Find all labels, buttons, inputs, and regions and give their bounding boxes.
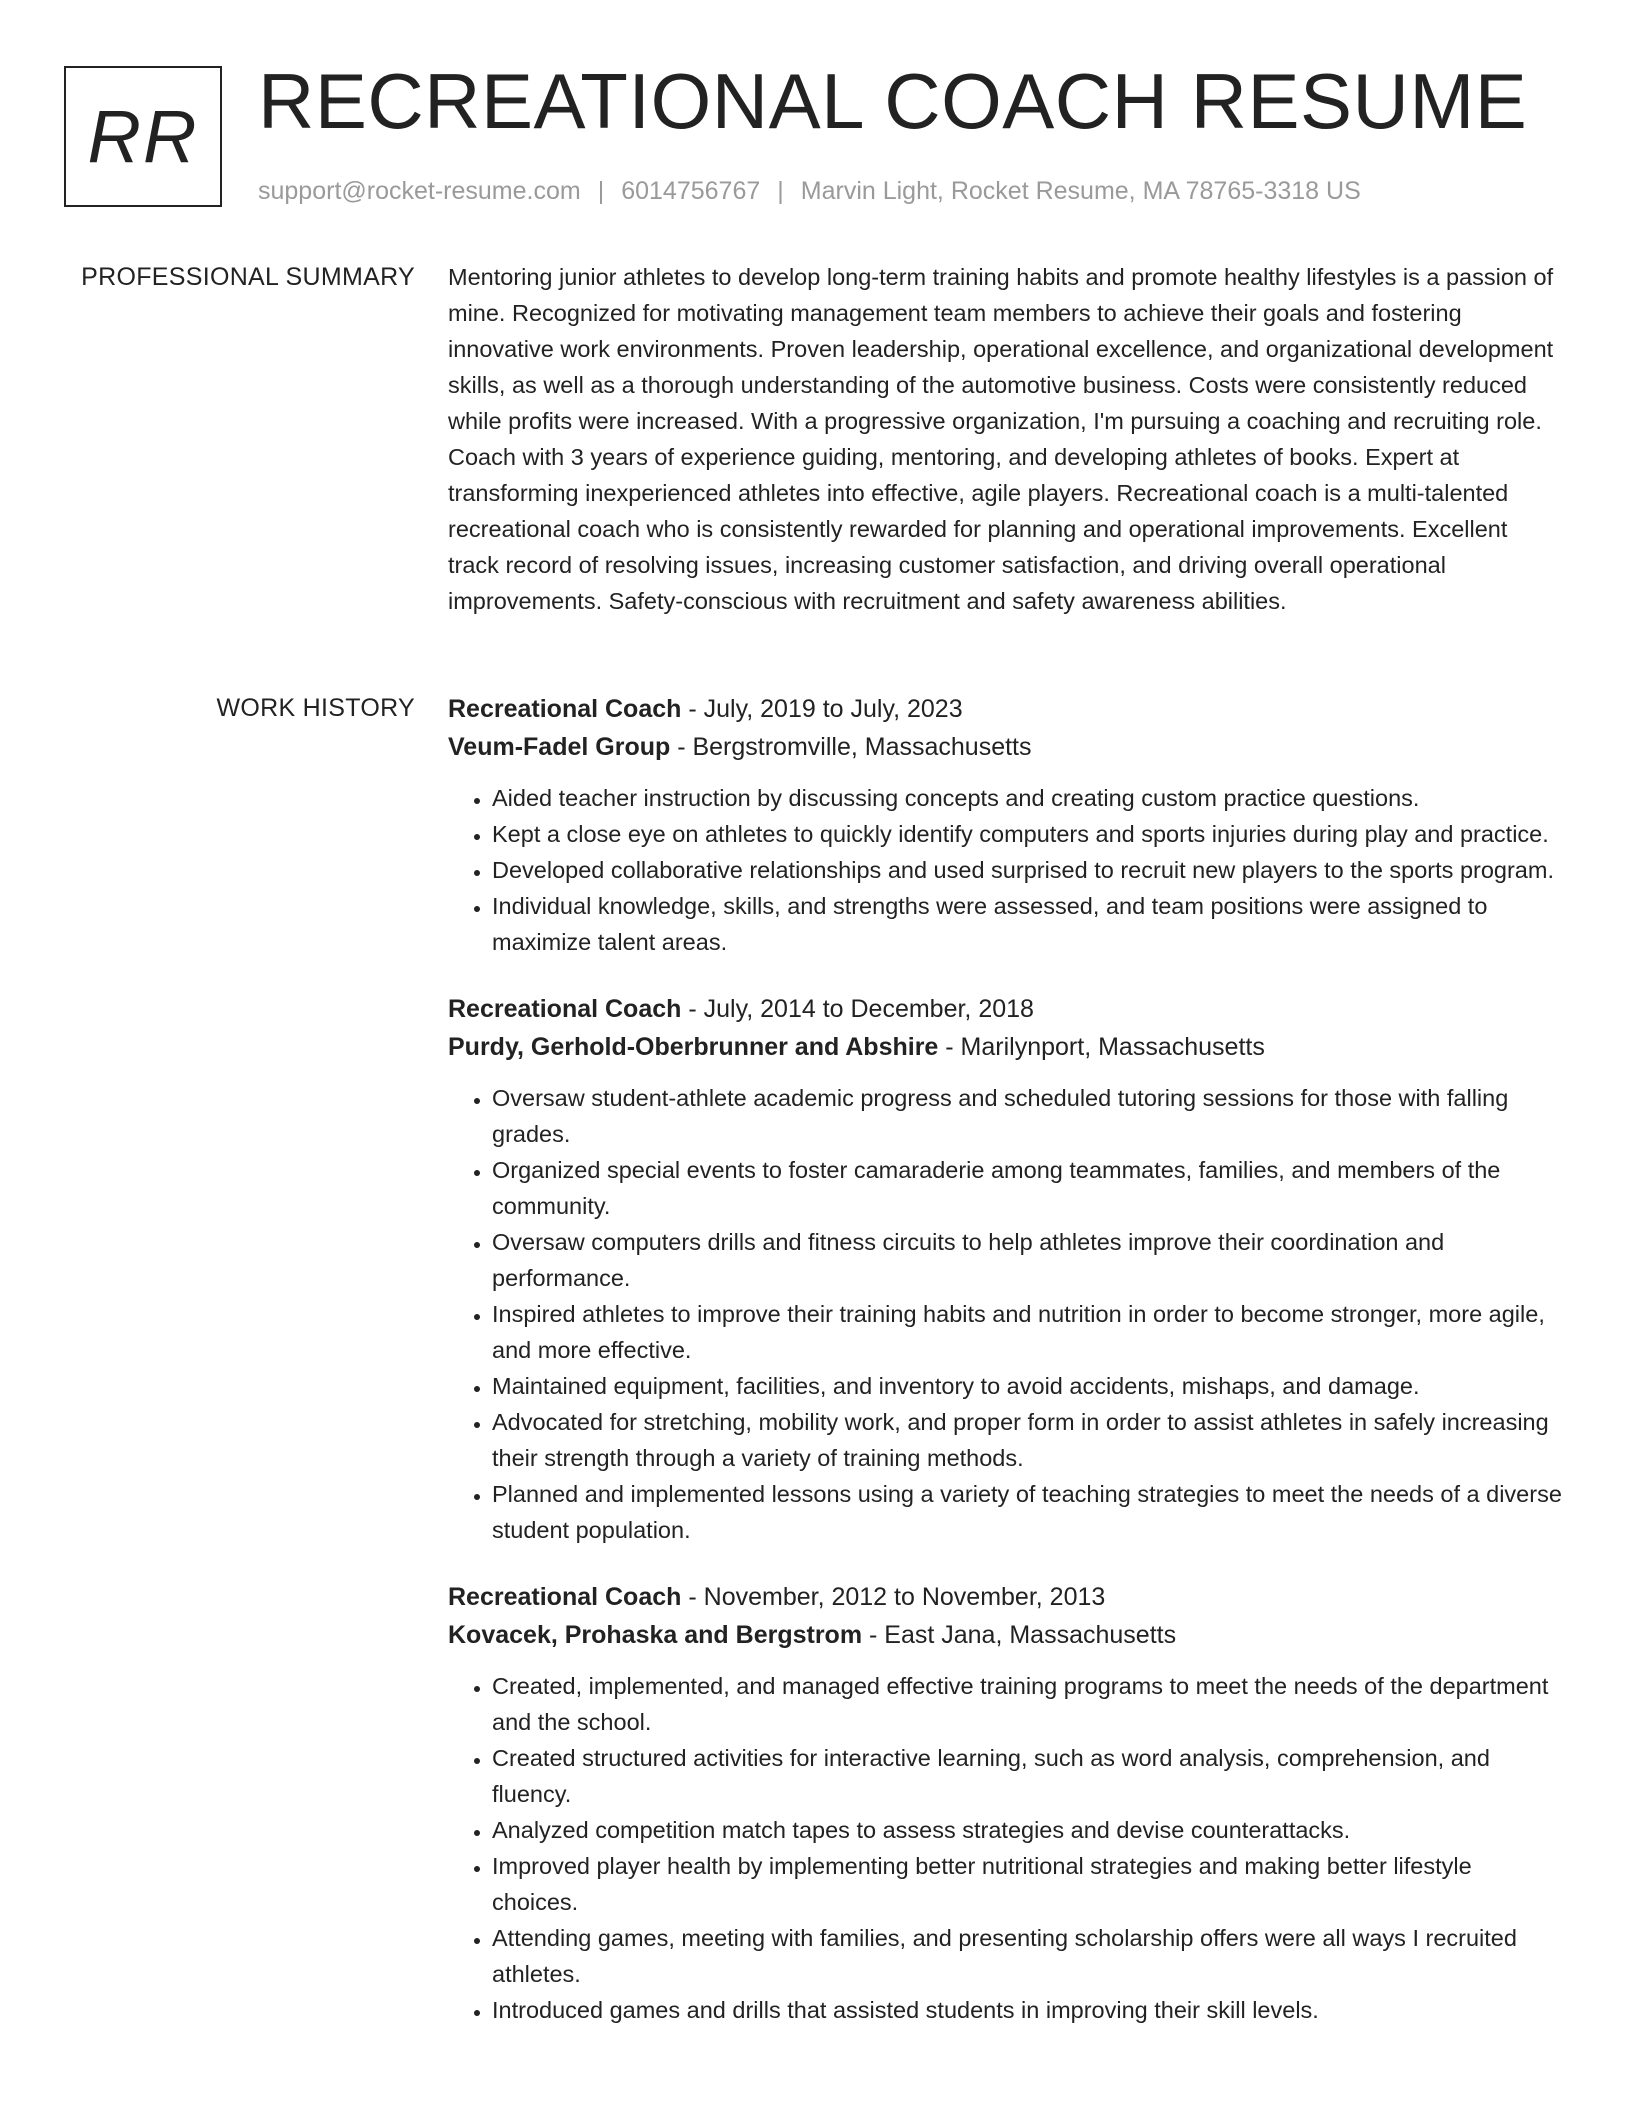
job-title: Recreational Coach (448, 995, 682, 1023)
job-location: - Marilynport, Massachusetts (938, 1033, 1265, 1061)
job-bullet: • Created, implemented, and managed effective training programs to meet the needs of the department and the school. (492, 1668, 1564, 1740)
job-bullet: • Developed collaborative relationships and used surprised to recruit new players to the sports program. (492, 852, 1564, 888)
job-dates: - July, 2014 to December, 2018 (681, 995, 1034, 1023)
page-title: RECREATIONAL COACH RESUME (258, 57, 1528, 145)
monogram-logo (64, 66, 222, 207)
job-bullet: • Maintained equipment, facilities, and inventory to avoid accidents, mishaps, and damage. (492, 1368, 1564, 1404)
professional-summary-heading: PROFESSIONAL SUMMARY (81, 263, 415, 291)
job-dates: - November, 2012 to November, 2013 (681, 1583, 1106, 1611)
job-bullet: • Advocated for stretching, mobility work, and proper form in order to assist athletes in safely increasing their strength through a variety of training methods. (492, 1404, 1564, 1476)
job-bullet: • Kept a close eye on athletes to quickly identify computers and sports injuries during play and practice. (492, 816, 1564, 852)
contact-phone: 6014756767 (621, 177, 761, 205)
job-company: Veum-Fadel Group (448, 733, 671, 761)
job-location: - Bergstromville, Massachusetts (670, 733, 1032, 761)
professional-summary-body (448, 259, 1564, 619)
job-bullet: • Planned and implemented lessons using a variety of teaching strategies to meet the needs of a diverse student population. (492, 1476, 1564, 1548)
work-history-body (448, 690, 1564, 2058)
job-bullet: • Created structured activities for interactive learning, such as word analysis, comprehension, and fluency. (492, 1740, 1564, 1812)
job-bullet: • Organized special events to foster camaraderie among teammates, families, and members of the community. (492, 1152, 1564, 1224)
job-title-line (448, 1578, 1564, 1616)
job-bullets (448, 780, 1564, 960)
professional-summary-text: Mentoring junior athletes to develop long-term training habits and promote healthy lifestyles is a passion of mine. Recognized for motivating management team members to achieve their goals and fostering innovative work environments. Proven leadership, operational excellence, and organizational development skills, as well as a thorough understanding of the automotive business. Costs were consistently reduced while profits were increased. With a progressive organization, I'm pursuing a coaching and recruiting role. Coach with 3 years of experience guiding, mentoring, and developing athletes of books. Expert at transforming inexperienced athletes into effective, agile players. Recreational coach is a multi-talented recreational coach who is consistently rewarded for planning and operational improvements. Excellent track record of resolving issues, increasing customer satisfaction, and driving overall operational improvements. Safety-conscious with recruitment and safety awareness abilities. (448, 264, 1554, 614)
contact-separator: | (597, 177, 605, 205)
job-company-line (448, 1616, 1564, 1654)
job-entry (448, 990, 1564, 1548)
job-bullet: • Individual knowledge, skills, and strengths were assessed, and team positions were assigned to maximize talent areas. (492, 888, 1564, 960)
job-bullet: • Attending games, meeting with families, and presenting scholarship offers were all ways I recruited athletes. (492, 1920, 1564, 1992)
contact-email: support@rocket-resume.com (258, 177, 581, 205)
job-bullets (448, 1080, 1564, 1548)
job-bullet: • Improved player health by implementing better nutritional strategies and making better lifestyle choices. (492, 1848, 1564, 1920)
job-title-line (448, 990, 1564, 1028)
contact-line (258, 174, 1361, 208)
job-company: Kovacek, Prohaska and Bergstrom (448, 1621, 863, 1649)
monogram-text: RR (87, 95, 199, 178)
job-company-line (448, 728, 1564, 766)
job-title-line (448, 690, 1564, 728)
job-bullets (448, 1668, 1564, 2028)
job-entry (448, 1578, 1564, 2028)
job-bullet: • Inspired athletes to improve their training habits and nutrition in order to become stronger, more agile, and more effective. (492, 1296, 1564, 1368)
work-history-heading: WORK HISTORY (216, 694, 415, 722)
job-bullet: • Introduced games and drills that assisted students in improving their skill levels. (492, 1992, 1564, 2028)
contact-separator: | (777, 177, 784, 205)
job-entry (448, 690, 1564, 960)
job-bullet: • Oversaw student-athlete academic progress and scheduled tutoring sessions for those with falling grades. (492, 1080, 1564, 1152)
job-bullet: • Oversaw computers drills and fitness circuits to help athletes improve their coordination and performance. (492, 1224, 1564, 1296)
job-title: Recreational Coach (448, 695, 682, 723)
contact-address: Marvin Light, Rocket Resume, MA 78765-3318 US (800, 177, 1361, 205)
job-bullet: • Analyzed competition match tapes to assess strategies and devise counterattacks. (492, 1812, 1564, 1848)
job-title: Recreational Coach (448, 1583, 682, 1611)
job-company-line (448, 1028, 1564, 1066)
job-dates: - July, 2019 to July, 2023 (681, 695, 963, 723)
job-location: - East Jana, Massachusetts (862, 1621, 1177, 1649)
job-bullet: • Aided teacher instruction by discussing concepts and creating custom practice questions. (492, 780, 1564, 816)
job-company: Purdy, Gerhold-Oberbrunner and Abshire (448, 1033, 939, 1061)
